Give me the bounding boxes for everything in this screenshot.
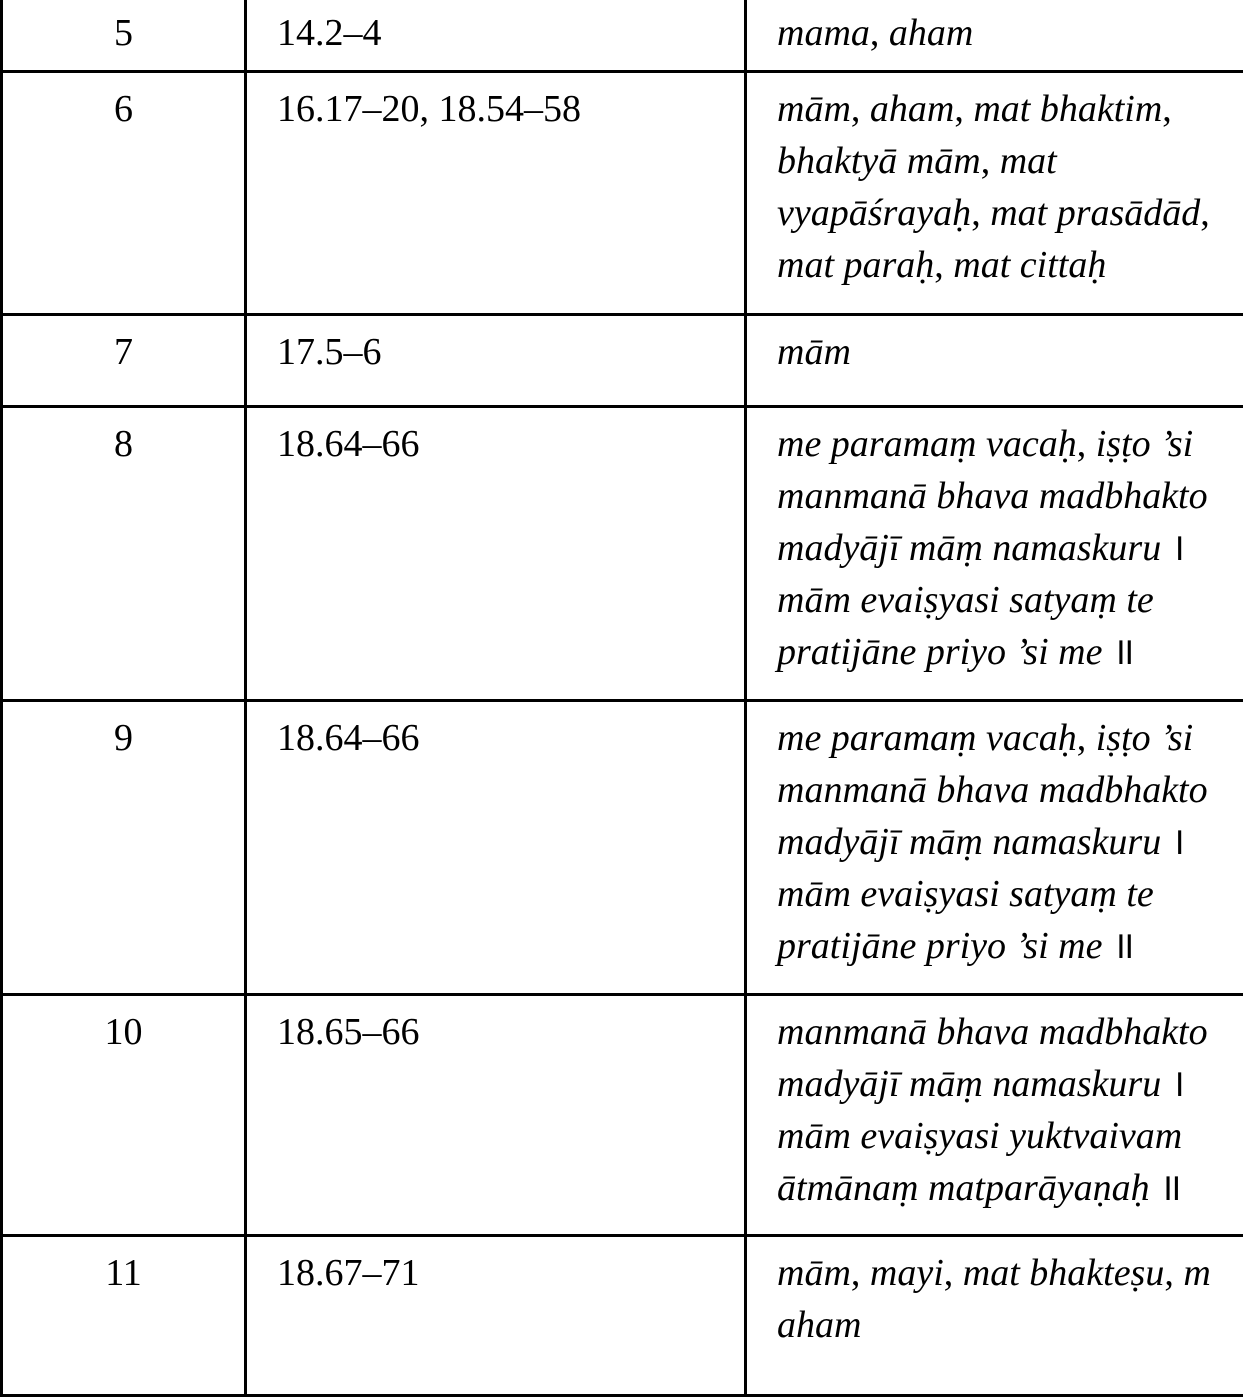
- sanskrit-words-cell: [746, 315, 1243, 407]
- table-row: [2, 701, 1243, 995]
- sanskrit-line: [777, 7, 1243, 59]
- sanskrit-words: [747, 316, 1243, 378]
- sanskrit-term: vyapāśrayaḥ: [777, 192, 971, 234]
- sanskrit-term: mat cittaḥ: [953, 244, 1106, 286]
- sanskrit-term: me paramaṃ vacaḥ: [777, 717, 1077, 759]
- sanskrit-term: aham: [870, 88, 954, 130]
- row-number: 7: [3, 316, 244, 378]
- sanskrit-words-cell: [746, 701, 1243, 995]
- sanskrit-line: [777, 326, 1243, 378]
- sanskrit-line: [777, 239, 1243, 291]
- verse-reference-cell: [246, 1236, 746, 1396]
- verse-reference: 17.5–6: [247, 316, 744, 378]
- sanskrit-term: ātmānaṃ matparāyaṇaḥ: [777, 1167, 1150, 1209]
- sanskrit-term: madyājī māṃ namaskuru: [777, 821, 1161, 863]
- sanskrit-term: aham: [889, 12, 973, 54]
- verse-reference: 18.65–66: [247, 996, 744, 1058]
- punctuation: ,: [870, 12, 889, 54]
- row-number-cell: [2, 701, 246, 995]
- row-number: 11: [3, 1237, 244, 1299]
- sanskrit-words-cell: [746, 72, 1243, 315]
- sanskrit-term: aham: [777, 1304, 861, 1346]
- sanskrit-term: mām: [777, 1252, 851, 1294]
- row-number: 5: [3, 0, 244, 59]
- row-number-cell: [2, 72, 246, 315]
- punctuation: ।: [1161, 821, 1185, 863]
- punctuation: ,: [851, 1252, 870, 1294]
- row-number-cell: [2, 407, 246, 701]
- sanskrit-term: iṣṭo ’si: [1096, 423, 1194, 465]
- sanskrit-words: [747, 702, 1243, 972]
- sanskrit-term: m: [1183, 1252, 1210, 1294]
- sanskrit-line: [777, 1299, 1243, 1351]
- table-body: [2, 0, 1243, 1396]
- sanskrit-line: [777, 626, 1243, 678]
- sanskrit-line: [777, 712, 1243, 764]
- verse-reference-cell: [246, 0, 746, 72]
- sanskrit-line: [777, 1162, 1243, 1214]
- sanskrit-words: [747, 73, 1243, 291]
- punctuation: ,: [971, 192, 990, 234]
- row-number: 10: [3, 996, 244, 1058]
- sanskrit-line: [777, 764, 1243, 816]
- table-row: [2, 0, 1243, 72]
- punctuation: ,: [1077, 423, 1096, 465]
- sanskrit-term: pratijāne priyo ’si me: [777, 925, 1102, 967]
- sanskrit-line: [777, 522, 1243, 574]
- verse-reference-cell: [246, 701, 746, 995]
- punctuation: ,: [1200, 192, 1210, 234]
- row-number-cell: [2, 315, 246, 407]
- verse-reference-cell: [246, 995, 746, 1236]
- sanskrit-line: [777, 920, 1243, 972]
- sanskrit-words: [747, 1237, 1243, 1351]
- punctuation: ,: [934, 244, 953, 286]
- sanskrit-term: mat bhakteṣu: [963, 1252, 1165, 1294]
- punctuation: ।: [1161, 527, 1185, 569]
- sanskrit-term: mat paraḥ: [777, 244, 934, 286]
- punctuation: ,: [1077, 717, 1096, 759]
- sanskrit-words-cell: [746, 995, 1243, 1236]
- sanskrit-term: manmanā bhava madbhakto: [777, 769, 1208, 811]
- sanskrit-term: madyājī māṃ namaskuru: [777, 527, 1161, 569]
- punctuation: ,: [981, 140, 1000, 182]
- sanskrit-term: mat bhaktim: [973, 88, 1162, 130]
- punctuation: ॥: [1102, 631, 1134, 673]
- sanskrit-term: bhaktyā mām: [777, 140, 981, 182]
- punctuation: ॥: [1102, 925, 1134, 967]
- sanskrit-line: [777, 135, 1243, 187]
- sanskrit-words: [747, 408, 1243, 678]
- sanskrit-term: mat prasādād: [990, 192, 1200, 234]
- sanskrit-words-cell: [746, 0, 1243, 72]
- verse-reference-cell: [246, 315, 746, 407]
- verse-reference: 18.67–71: [247, 1237, 744, 1299]
- sanskrit-term: me paramaṃ vacaḥ: [777, 423, 1077, 465]
- punctuation: ,: [851, 88, 870, 130]
- sanskrit-line: [777, 1110, 1243, 1162]
- verse-reference: 16.17–20, 18.54–58: [247, 73, 744, 135]
- table-row: [2, 315, 1243, 407]
- punctuation: ,: [944, 1252, 963, 1294]
- sanskrit-words: [747, 0, 1243, 59]
- sanskrit-term: mām evaiṣyasi satyaṃ te: [777, 579, 1154, 621]
- sanskrit-term: mayi: [870, 1252, 944, 1294]
- punctuation: ।: [1161, 1063, 1185, 1105]
- punctuation: ॥: [1150, 1167, 1182, 1209]
- table-row: [2, 407, 1243, 701]
- sanskrit-term: iṣṭo ’si: [1096, 717, 1194, 759]
- sanskrit-line: [777, 1247, 1243, 1299]
- row-number-cell: [2, 1236, 246, 1396]
- row-number: 9: [3, 702, 244, 764]
- sanskrit-line: [777, 816, 1243, 868]
- sanskrit-line: [777, 574, 1243, 626]
- sanskrit-term: mām evaiṣyasi satyaṃ te: [777, 873, 1154, 915]
- sanskrit-term: mām: [777, 88, 851, 130]
- verse-reference: 14.2–4: [247, 0, 744, 59]
- sanskrit-words-cell: [746, 1236, 1243, 1396]
- punctuation: ,: [1162, 88, 1172, 130]
- verse-reference-cell: [246, 72, 746, 315]
- sanskrit-line: [777, 418, 1243, 470]
- sanskrit-line: [777, 1006, 1243, 1058]
- sanskrit-term: manmanā bhava madbhakto: [777, 475, 1208, 517]
- sanskrit-words-cell: [746, 407, 1243, 701]
- sanskrit-term: manmanā bhava madbhakto: [777, 1011, 1208, 1053]
- sanskrit-line: [777, 187, 1243, 239]
- verse-reference-cell: [246, 407, 746, 701]
- sanskrit-words: [747, 996, 1243, 1214]
- sanskrit-line: [777, 1058, 1243, 1110]
- sanskrit-term: madyājī māṃ namaskuru: [777, 1063, 1161, 1105]
- sanskrit-term: pratijāne priyo ’si me: [777, 631, 1102, 673]
- sanskrit-term: mama: [777, 12, 870, 54]
- row-number-cell: [2, 995, 246, 1236]
- row-number-cell: [2, 0, 246, 72]
- sanskrit-line: [777, 868, 1243, 920]
- sanskrit-term: mām evaiṣyasi yuktvaivam: [777, 1115, 1182, 1157]
- sanskrit-line: [777, 470, 1243, 522]
- sanskrit-line: [777, 83, 1243, 135]
- row-number: 8: [3, 408, 244, 470]
- row-number: 6: [3, 73, 244, 135]
- punctuation: ,: [954, 88, 973, 130]
- punctuation: ,: [1164, 1252, 1183, 1294]
- verse-reference: 18.64–66: [247, 702, 744, 764]
- sanskrit-term: mām: [777, 331, 851, 373]
- verse-reference: 18.64–66: [247, 408, 744, 470]
- table-row: [2, 995, 1243, 1236]
- sanskrit-term: mat: [1000, 140, 1057, 182]
- table-row: [2, 72, 1243, 315]
- table-row: [2, 1236, 1243, 1396]
